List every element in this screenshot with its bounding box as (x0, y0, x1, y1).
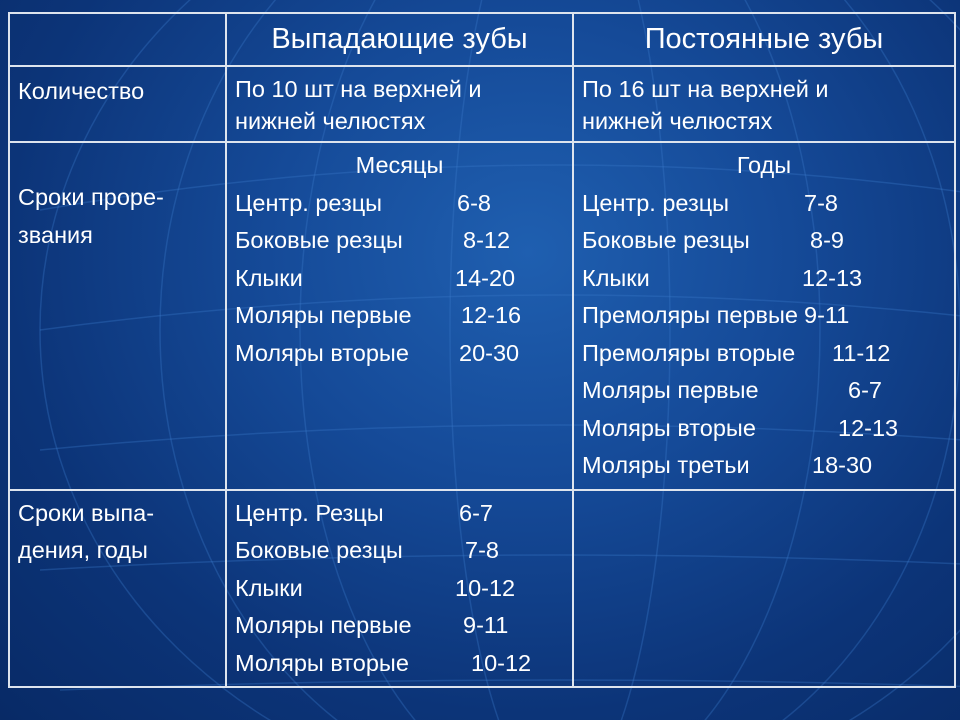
eruption-label-line-1: Сроки проре- (18, 184, 164, 210)
eruption-deciduous-unit: Месяцы (355, 152, 444, 178)
shedding-label-line-1: Сроки выпа- (18, 499, 155, 526)
list-item: Моляры третьи 18-30 (582, 452, 873, 478)
list-item: Центр. резцы 7-8 (582, 189, 838, 216)
list-item: Боковые резцы 8-12 (235, 227, 511, 253)
quantity-permanent-line-1: По 16 шт на верхней и (582, 76, 829, 102)
shedding-permanent-cell (573, 490, 955, 688)
list-item: Моляры первые 9-11 (235, 612, 509, 638)
list-item: Боковые резцы 7-8 (235, 537, 499, 563)
list-item: Клыки 12-13 (582, 264, 863, 291)
list-item: Премоляры вторые 11-12 (582, 339, 891, 366)
eruption-permanent-cell (573, 142, 955, 490)
eruption-permanent-unit: Годы (736, 152, 792, 178)
eruption-label-cell (9, 142, 226, 490)
header-deciduous: Выпадающие зубы (226, 13, 573, 66)
quantity-label: Количество (18, 78, 145, 104)
shedding-row (9, 490, 955, 688)
shedding-label-cell (9, 490, 226, 688)
quantity-deciduous-cell (226, 66, 573, 142)
list-item: Моляры вторые 10-12 (235, 649, 532, 676)
list-item: Клыки 10-12 (235, 574, 516, 601)
quantity-label-cell (9, 66, 226, 142)
list-item: Центр. резцы 6-8 (235, 189, 491, 216)
shedding-deciduous-cell (226, 490, 573, 688)
list-item: Моляры вторые 12-13 (582, 414, 899, 441)
eruption-row (9, 142, 955, 490)
list-item: Моляры вторые 20-30 (235, 339, 520, 366)
eruption-deciduous-cell (226, 142, 573, 490)
quantity-permanent-line-2: нижней челюстях (582, 108, 773, 134)
list-item: Премоляры первые 9-11 (582, 302, 850, 328)
teeth-table (8, 12, 956, 688)
eruption-label-line-2: звания (18, 221, 93, 248)
header-permanent: Постоянные зубы (573, 13, 955, 66)
list-item: Центр. Резцы 6-7 (235, 499, 493, 526)
list-item: Моляры первые 12-16 (235, 302, 522, 328)
quantity-deciduous-line-1: По 10 шт на верхней и (235, 76, 482, 102)
shedding-label-line-2: дения, годы (18, 537, 148, 563)
list-item: Клыки 14-20 (235, 264, 516, 291)
list-item: Боковые резцы 8-9 (582, 227, 844, 253)
quantity-permanent-cell (573, 66, 955, 142)
quantity-deciduous-line-2: нижней челюстях (235, 108, 426, 134)
list-item: Моляры первые 6-7 (582, 377, 882, 403)
header-cell-empty (9, 13, 226, 66)
quantity-row (9, 66, 955, 142)
header-row (9, 13, 955, 66)
